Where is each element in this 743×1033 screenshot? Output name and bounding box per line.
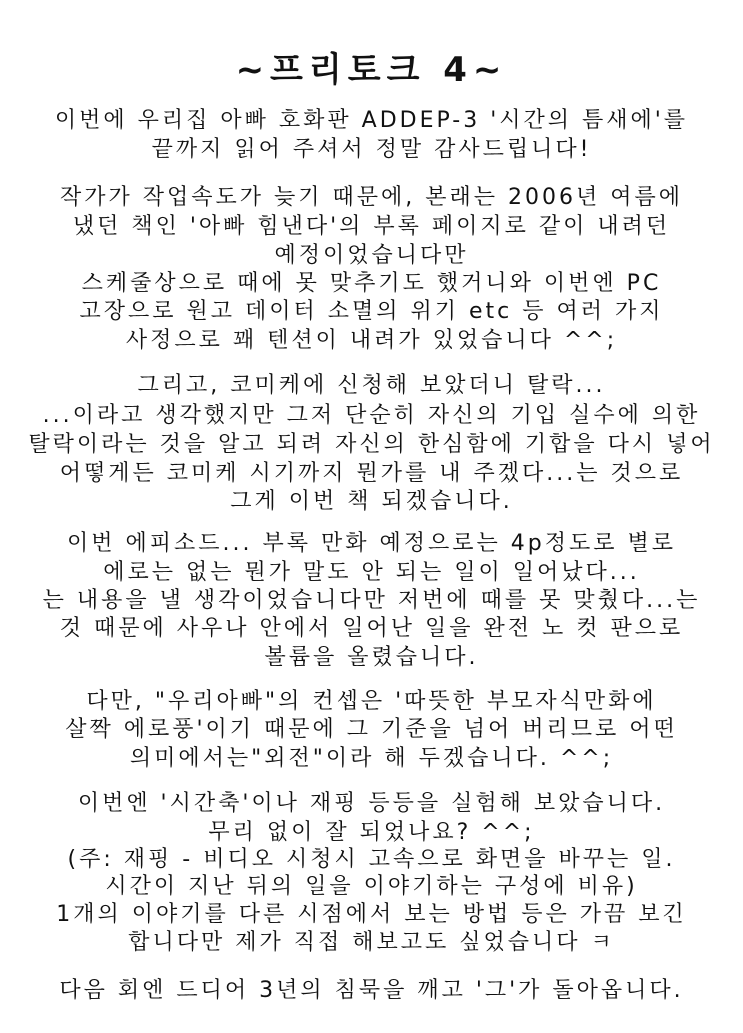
body-line: 어떻게든 코미케 시기까지 뭔가를 내 주겠다...는 것으로 xyxy=(59,461,684,486)
body-line: 스케줄상으로 때에 못 맞추기도 했거니와 이번엔 PC xyxy=(81,271,662,296)
body-line: 예정이었습니다만 xyxy=(274,243,469,268)
body-line: 다만, "우리아빠"의 컨셉은 '따뜻한 부모자식만화에 xyxy=(86,689,657,714)
body-line: 탈락이라는 것을 알고 되려 자신의 한심함에 기합을 다시 넣어 xyxy=(28,432,715,457)
body-line: 무리 없이 잘 되었나요? ^^; xyxy=(208,820,535,845)
body-line: 이번에 우리집 아빠 호화판 ADDEP-3 '시간의 틈새에'를 xyxy=(54,108,689,133)
body-line: 볼륨을 올렸습니다. xyxy=(264,645,479,670)
page-title: ~프리토크 4~ xyxy=(235,50,508,90)
body-line: 이번 에피소드... 부록 만화 예정으로는 4p정도로 별로 xyxy=(67,531,676,556)
body-line: 에로는 없는 뭔가 말도 안 되는 일이 일어났다... xyxy=(103,560,640,585)
body-line: 합니다만 제가 직접 해보고도 싶었습니다 ㅋ xyxy=(128,930,615,955)
body-line: 시간이 지난 뒤의 일을 이야기하는 구성에 비유) xyxy=(105,874,638,899)
body-line: 의미에서는"외전"이라 해 두겠습니다. ^^; xyxy=(129,746,614,771)
body-line: 사정으로 꽤 텐션이 내려가 있었습니다 ^^; xyxy=(125,328,618,353)
body-line: 것 때문에 사우나 안에서 일어난 일을 완전 노 컷 판으로 xyxy=(59,616,684,641)
body-line: 다음 회엔 드디어 3년의 침묵을 깨고 '그'가 돌아옵니다. xyxy=(59,978,684,1003)
body-line: 작가가 작업속도가 늦기 때문에, 본래는 2006년 여름에 xyxy=(60,185,683,210)
body-line: 그리고, 코미케에 신청해 보았더니 탈락... xyxy=(137,373,606,398)
body-line: 이번엔 '시간축'이나 재핑 등등을 실험해 보았습니다. xyxy=(77,791,666,816)
body-line: ...이라고 생각했지만 그저 단순히 자신의 기입 실수에 의한 xyxy=(42,403,701,428)
body-line: 살짝 에로풍'이기 때문에 그 기준을 넘어 버리므로 어떤 xyxy=(65,717,678,742)
body-line: (주: 재핑 - 비디오 시청시 고속으로 화면을 바꾸는 일. xyxy=(67,847,676,872)
body-line: 는 내용을 낼 생각이었습니다만 저번에 때를 못 맞췄다...는 xyxy=(42,588,701,613)
body-line: 끝까지 읽어 주셔서 정말 감사드립니다! xyxy=(151,137,592,162)
body-line: 그게 이번 책 되겠습니다. xyxy=(230,489,513,514)
body-line: 냈던 책인 '아빠 힘낸다'의 부록 페이지로 같이 내려던 xyxy=(72,214,671,239)
body-line: 1개의 이야기를 다른 시점에서 보는 방법 등은 가끔 보긴 xyxy=(56,902,687,927)
body-line: 고장으로 원고 데이터 소멸의 위기 etc 등 여러 가지 xyxy=(79,299,664,324)
